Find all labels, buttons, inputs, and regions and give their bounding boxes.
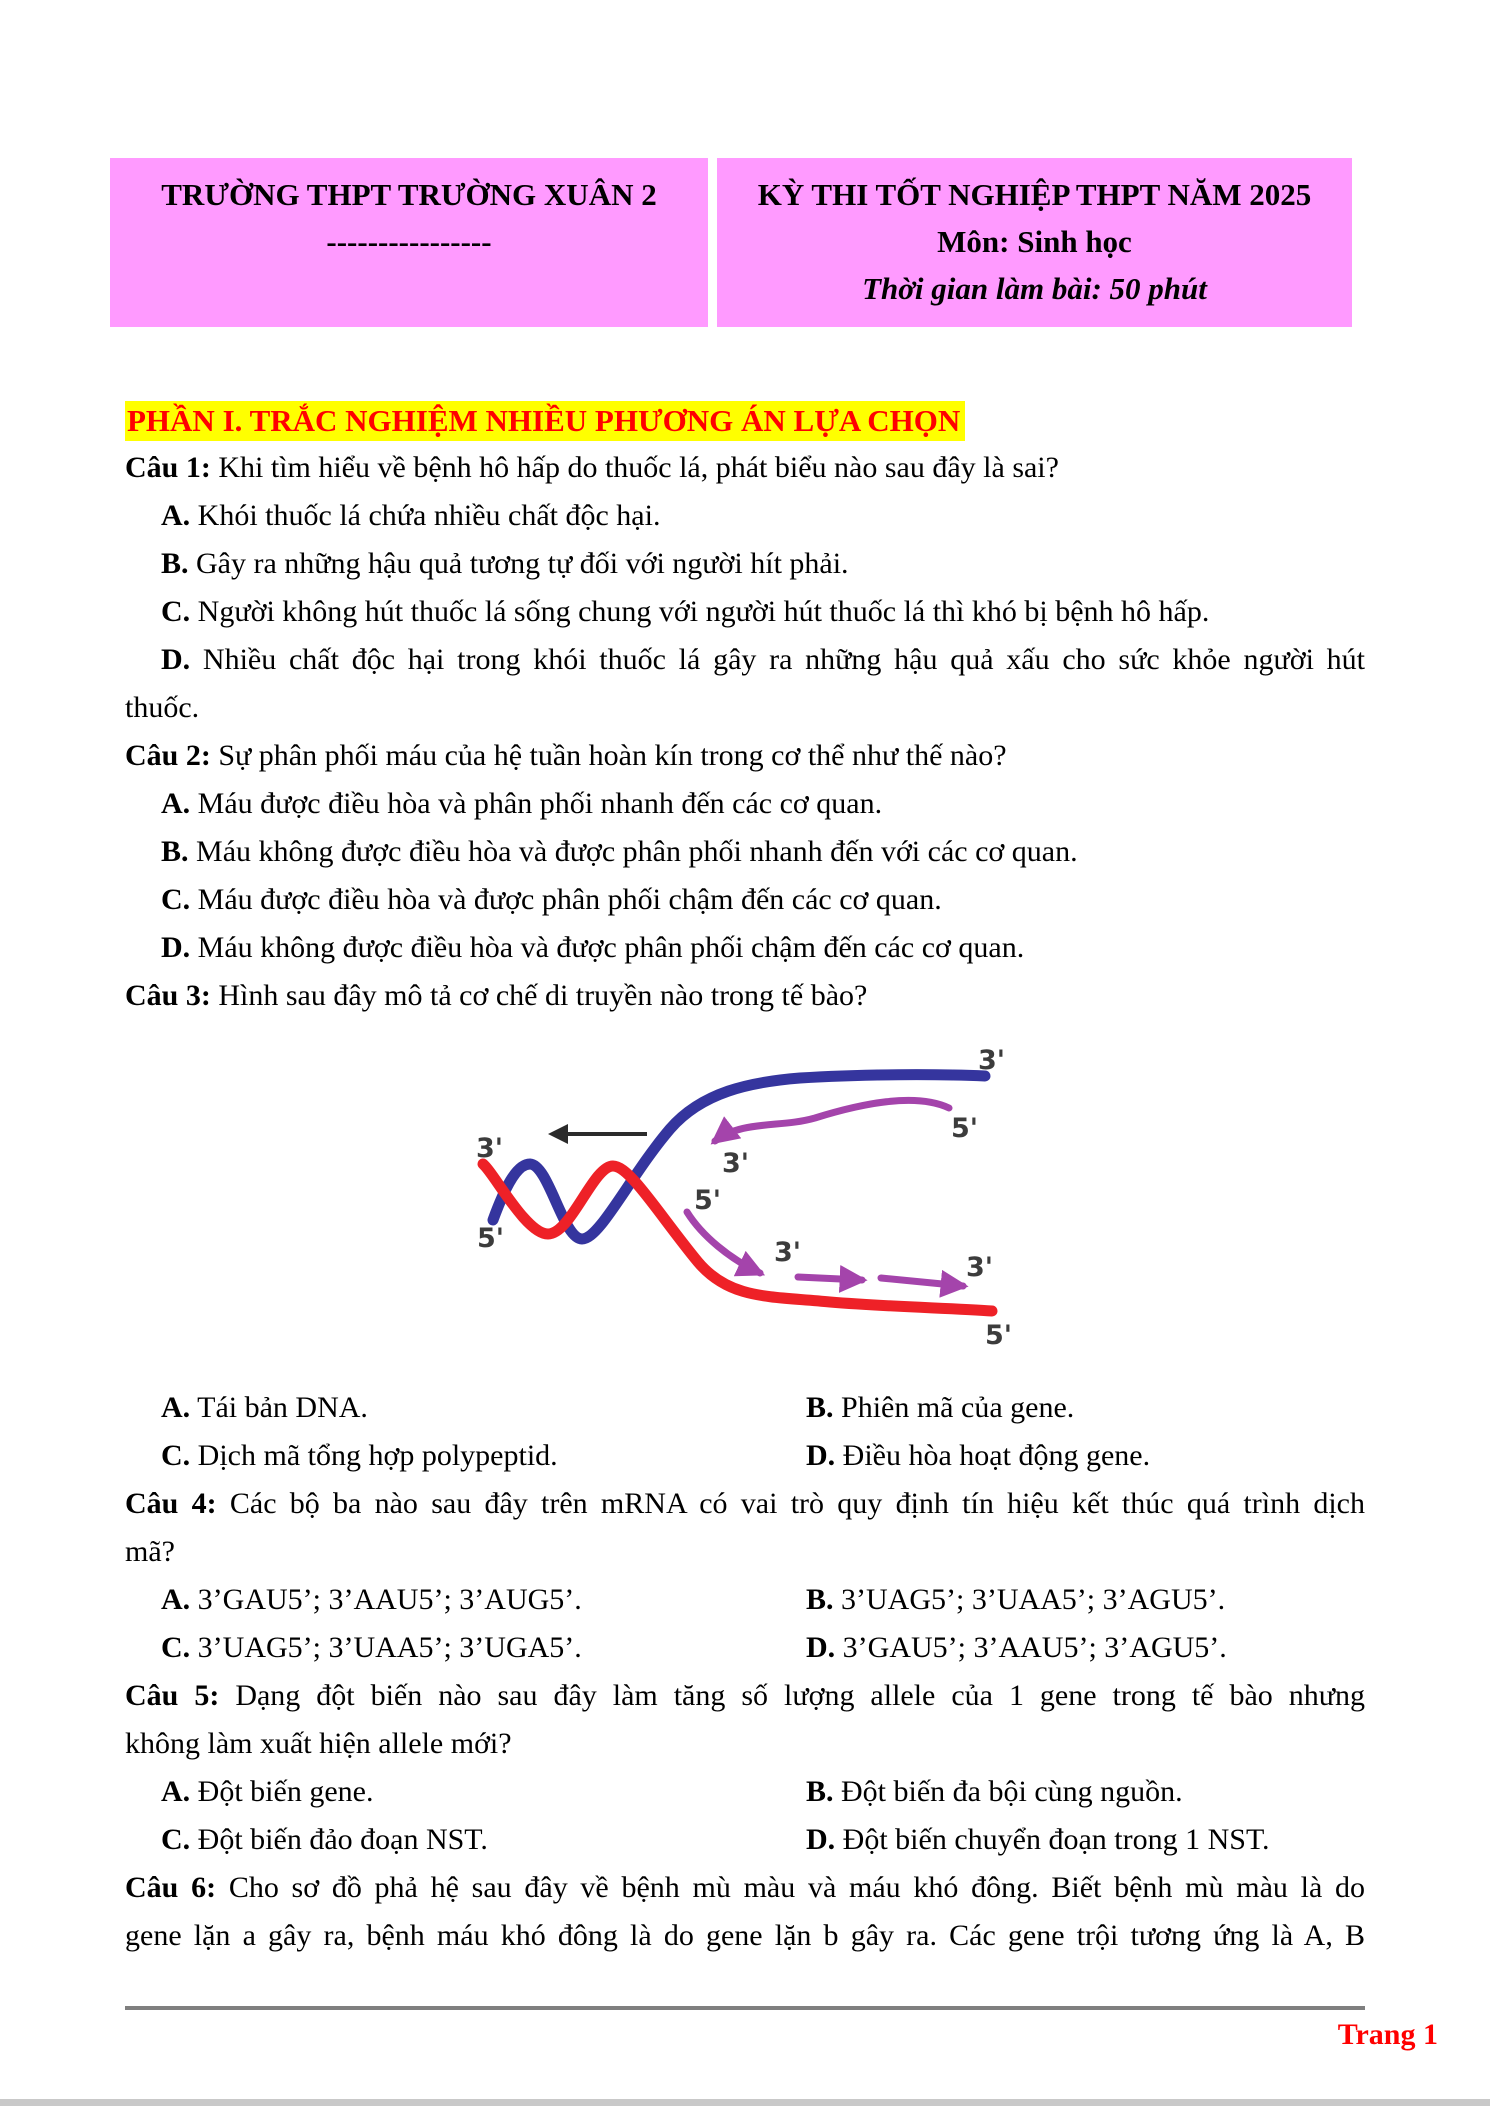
question-3-stem	[125, 972, 1365, 1020]
question-1-stem	[125, 444, 1365, 492]
option-text: Người không hút thuốc lá sống chung với người hút thuốc lá thì khó bị bệnh hô hấp.	[197, 595, 1210, 628]
header-dashes: ----------------	[326, 224, 492, 259]
question-5-option-c	[125, 1816, 770, 1864]
label-5prime-right: 5'	[951, 1113, 979, 1144]
label-3prime-left: 3'	[476, 1133, 504, 1164]
okazaki-fragment-arrow-1	[798, 1277, 862, 1280]
exam-duration: Thời gian làm bài: 50 phút	[862, 271, 1207, 306]
question-4-option-c	[125, 1624, 770, 1672]
label-5prime-lagging: 5'	[694, 1185, 722, 1216]
option-letter: C.	[161, 595, 191, 628]
option-text: 3’UAG5’; 3’UAA5’; 3’AGU5’.	[841, 1583, 1226, 1616]
question-5-option-d	[770, 1816, 1365, 1864]
question-4-stem-text: Các bộ ba nào sau đây trên mRNA có vai trò quy định tín hiệu kết thúc quá trình dịch	[229, 1487, 1365, 1520]
option-letter: A.	[161, 499, 191, 532]
question-4-label: Câu 4:	[125, 1487, 217, 1520]
question-6-label: Câu 6:	[125, 1871, 217, 1904]
option-text: 3’UAG5’; 3’UAA5’; 3’UGA5’.	[197, 1631, 582, 1664]
option-letter: C.	[161, 1439, 191, 1472]
question-3-option-b	[770, 1384, 1365, 1432]
question-3-options-row-2	[125, 1432, 1365, 1480]
option-text: Máu được điều hòa và được phân phối chậm đến các cơ quan.	[197, 883, 942, 916]
option-letter: B.	[806, 1583, 834, 1616]
option-text: Đột biến chuyển đoạn trong 1 NST.	[842, 1823, 1270, 1856]
option-letter: D.	[161, 643, 191, 676]
question-4-stem	[125, 1480, 1365, 1528]
option-letter: A.	[161, 1391, 191, 1424]
question-6-stem	[125, 1864, 1365, 1912]
question-5-stem-wrap: không làm xuất hiện allele mới?	[125, 1727, 512, 1760]
label-5prime-bottom-right: 5'	[985, 1320, 1013, 1351]
question-4-option-d	[770, 1624, 1365, 1672]
option-letter: B.	[806, 1391, 834, 1424]
option-text: Máu không được điều hòa và được phân phối nhanh đến với các cơ quan.	[196, 835, 1078, 868]
question-5-option-b	[770, 1768, 1365, 1816]
question-3-option-a	[125, 1384, 770, 1432]
question-4-option-a	[125, 1576, 770, 1624]
label-3prime-lagging: 3'	[774, 1237, 802, 1268]
question-5-label: Câu 5:	[125, 1679, 220, 1712]
option-text: Đột biến đảo đoạn NST.	[197, 1823, 488, 1856]
question-1-option-d	[125, 636, 1365, 684]
header-school-cell	[110, 158, 708, 327]
option-text: Gây ra những hậu quả tương tự đối với người hít phải.	[196, 547, 849, 580]
label-5prime-left: 5'	[477, 1223, 505, 1254]
question-3-options-row-1	[125, 1384, 1365, 1432]
dna-replication-fork-diagram	[330, 1024, 1030, 1376]
question-3-option-d	[770, 1432, 1365, 1480]
question-2-option-a	[125, 780, 1365, 828]
option-letter: A.	[161, 1583, 191, 1616]
exam-header	[110, 158, 1352, 327]
question-6-stem-wrap: gene lặn a gây ra, bệnh máu khó đông là do gene lặn b gây ra. Các gene trội tương ứng là A, B	[125, 1919, 1365, 1952]
option-letter: B.	[806, 1775, 834, 1808]
question-5	[125, 1672, 1365, 1864]
option-text: Đột biến gene.	[197, 1775, 374, 1808]
option-letter: A.	[161, 1775, 191, 1808]
page-bottom-edge	[0, 2099, 1490, 2106]
question-4	[125, 1480, 1365, 1672]
option-text: Đột biến đa bội cùng nguồn.	[841, 1775, 1183, 1808]
option-letter: C.	[161, 1631, 191, 1664]
option-text: Nhiều chất độc hại trong khói thuốc lá gây ra những hậu quả xấu cho sức khỏe người hút	[202, 643, 1365, 676]
label-3prime-okazaki: 3'	[966, 1252, 994, 1283]
option-letter: A.	[161, 787, 191, 820]
question-2-option-b	[125, 828, 1365, 876]
question-6	[125, 1864, 1365, 1960]
template-strand-red	[483, 1164, 992, 1311]
question-1-label: Câu 1:	[125, 451, 211, 484]
question-1-stem-text: Khi tìm hiểu về bệnh hô hấp do thuốc lá, phát biểu nào sau đây là sai?	[218, 451, 1059, 484]
question-5-stem-text: Dạng đột biến nào sau đây làm tăng số lượng allele của 1 gene trong tế bào nhưng	[235, 1679, 1366, 1712]
question-2-label: Câu 2:	[125, 739, 211, 772]
section-heading	[125, 399, 1365, 444]
option-text: Máu được điều hòa và phân phối nhanh đến các cơ quan.	[197, 787, 883, 820]
option-letter: C.	[161, 883, 191, 916]
option-letter: D.	[806, 1631, 836, 1664]
option-letter: B.	[161, 547, 189, 580]
option-text: 3’GAU5’; 3’AAU5’; 3’AUG5’.	[197, 1583, 582, 1616]
option-text: Phiên mã của gene.	[841, 1391, 1075, 1424]
question-2-option-c	[125, 876, 1365, 924]
question-6-stem-text: Cho sơ đồ phả hệ sau đây về bệnh mù màu và máu khó đông. Biết bệnh mù màu là do	[228, 1871, 1365, 1904]
question-1-option-c	[125, 588, 1365, 636]
label-3prime-leading: 3'	[722, 1148, 750, 1179]
question-5-options-row-1	[125, 1768, 1365, 1816]
option-text: Khói thuốc lá chứa nhiều chất độc hại.	[197, 499, 661, 532]
exam-subject: Môn: Sinh học	[937, 224, 1132, 259]
option-text: Máu không được điều hòa và được phân phối chậm đến các cơ quan.	[197, 931, 1025, 964]
question-4-options-row-1	[125, 1576, 1365, 1624]
question-4-options-row-2	[125, 1624, 1365, 1672]
section-heading-text: PHẦN I. TRẮC NGHIỆM NHIỀU PHƯƠNG ÁN LỰA CHỌN	[125, 401, 965, 441]
question-1-option-b	[125, 540, 1365, 588]
question-2-option-d	[125, 924, 1365, 972]
question-4-option-b	[770, 1576, 1365, 1624]
option-text: Dịch mã tổng hợp polypeptid.	[197, 1439, 558, 1472]
option-text: Tái bản DNA.	[197, 1391, 368, 1424]
option-letter: D.	[161, 931, 191, 964]
exam-title: KỲ THI TỐT NGHIỆP THPT NĂM 2025	[757, 177, 1312, 212]
page-number: Trang 1	[1337, 2018, 1438, 2051]
label-3prime-top-right: 3'	[978, 1045, 1006, 1076]
question-2	[125, 732, 1365, 972]
question-1-option-d-wrap: thuốc.	[125, 691, 200, 724]
question-4-stem-wrap: mã?	[125, 1535, 175, 1568]
leading-strand-arrow	[715, 1100, 949, 1141]
question-3-stem-text: Hình sau đây mô tả cơ chế di truyền nào trong tế bào?	[218, 979, 868, 1012]
question-5-options-row-2	[125, 1816, 1365, 1864]
question-5-stem	[125, 1672, 1365, 1720]
option-text: Điều hòa hoạt động gene.	[842, 1439, 1151, 1472]
option-letter: D.	[806, 1823, 836, 1856]
question-5-option-a	[125, 1768, 770, 1816]
question-3	[125, 972, 1365, 1480]
option-letter: B.	[161, 835, 189, 868]
school-name: TRƯỜNG THPT TRƯỜNG XUÂN 2	[161, 177, 657, 212]
option-text: 3’GAU5’; 3’AAU5’; 3’AGU5’.	[842, 1631, 1227, 1664]
question-2-stem	[125, 732, 1365, 780]
question-3-option-c	[125, 1432, 770, 1480]
page-content	[125, 0, 1365, 1960]
question-3-label: Câu 3:	[125, 979, 211, 1012]
header-exam-cell	[717, 158, 1352, 327]
footer-divider-line	[125, 2006, 1365, 2010]
question-1-option-a	[125, 492, 1365, 540]
header-divider	[708, 158, 717, 327]
option-letter: D.	[806, 1439, 836, 1472]
question-1	[125, 444, 1365, 732]
option-letter: C.	[161, 1823, 191, 1856]
okazaki-fragment-arrow-2	[881, 1278, 963, 1286]
question-2-stem-text: Sự phân phối máu của hệ tuần hoàn kín trong cơ thể như thế nào?	[218, 739, 1007, 772]
